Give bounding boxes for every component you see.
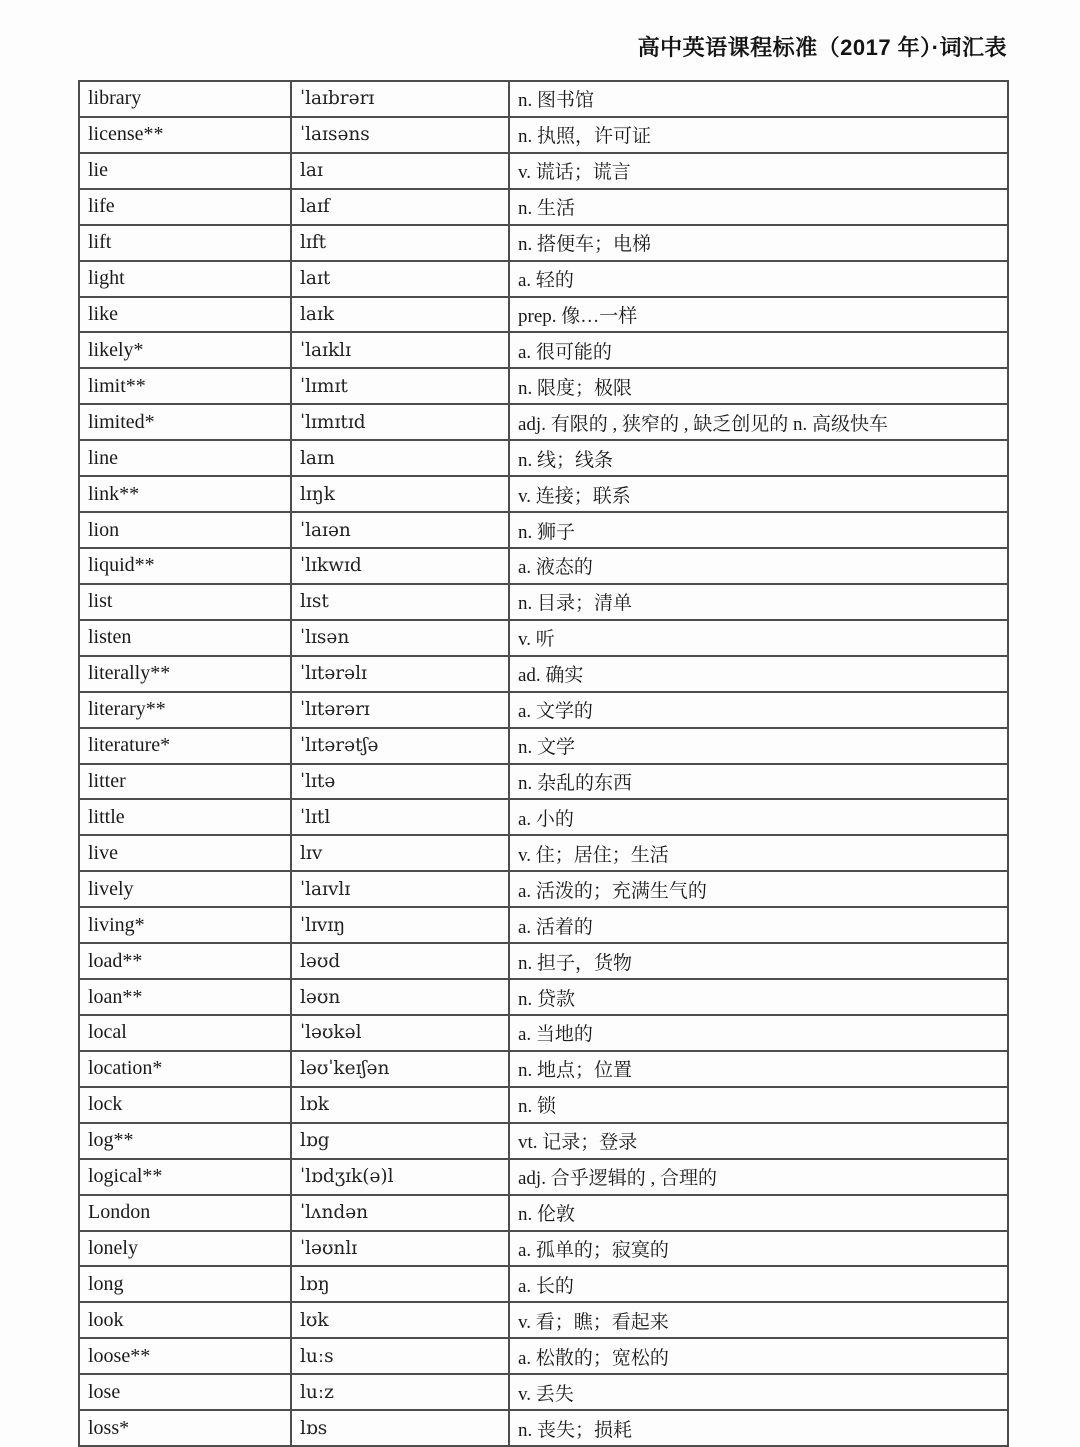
table-row bbox=[79, 1123, 1008, 1159]
ipa-cell: lɪst bbox=[291, 584, 509, 620]
ipa-cell: laɪ bbox=[291, 153, 509, 189]
ipa-cell: ˈlʌndən bbox=[291, 1195, 509, 1231]
ipa-cell: lɪŋk bbox=[291, 476, 509, 512]
page-title: 高中英语课程标准（2017 年）·词汇表 bbox=[637, 35, 1007, 60]
ipa-cell: lɒs bbox=[291, 1410, 509, 1446]
ipa-cell: ˈlaɪbrərɪ bbox=[291, 81, 509, 117]
table-row bbox=[79, 1231, 1008, 1267]
word-cell: light bbox=[79, 261, 291, 297]
ipa-cell: ˈlɪtərətʃə bbox=[291, 728, 509, 764]
word-cell: lose bbox=[79, 1374, 291, 1410]
word-cell: living* bbox=[79, 907, 291, 943]
table-row bbox=[79, 476, 1008, 512]
meaning-cell: a. 长的 bbox=[509, 1266, 1008, 1302]
meaning-cell: a. 轻的 bbox=[509, 261, 1008, 297]
table-row bbox=[79, 153, 1008, 189]
word-cell: line bbox=[79, 440, 291, 476]
table-row bbox=[79, 943, 1008, 979]
table-row bbox=[79, 368, 1008, 404]
meaning-cell: n. 线；线条 bbox=[509, 440, 1008, 476]
ipa-cell: ləʊˈkeɪʃən bbox=[291, 1051, 509, 1087]
word-cell: lock bbox=[79, 1087, 291, 1123]
ipa-cell: ˈlɪvɪŋ bbox=[291, 907, 509, 943]
word-cell: link** bbox=[79, 476, 291, 512]
meaning-cell: n. 文学 bbox=[509, 728, 1008, 764]
ipa-cell: ləʊd bbox=[291, 943, 509, 979]
word-cell: lie bbox=[79, 153, 291, 189]
meaning-cell: v. 听 bbox=[509, 620, 1008, 656]
meaning-cell: adj. 合乎逻辑的 , 合理的 bbox=[509, 1159, 1008, 1195]
meaning-cell: n. 执照，许可证 bbox=[509, 117, 1008, 153]
meaning-cell: n. 担子，货物 bbox=[509, 943, 1008, 979]
word-cell: logical** bbox=[79, 1159, 291, 1195]
meaning-cell: v. 丢失 bbox=[509, 1374, 1008, 1410]
meaning-cell: n. 锁 bbox=[509, 1087, 1008, 1123]
meaning-cell: adj. 有限的 , 狭窄的 , 缺乏创见的 n. 高级快车 bbox=[509, 404, 1008, 440]
table-row bbox=[79, 440, 1008, 476]
meaning-cell: n. 丧失；损耗 bbox=[509, 1410, 1008, 1446]
ipa-cell: ˈlɪtərəlɪ bbox=[291, 656, 509, 692]
table-row bbox=[79, 1410, 1008, 1446]
word-cell: load** bbox=[79, 943, 291, 979]
ipa-cell: ˈlaɪvlɪ bbox=[291, 871, 509, 907]
table-row bbox=[79, 1195, 1008, 1231]
meaning-cell: v. 住；居住；生活 bbox=[509, 835, 1008, 871]
word-cell: literature* bbox=[79, 728, 291, 764]
ipa-cell: ˈlɪtl bbox=[291, 799, 509, 835]
word-cell: life bbox=[79, 189, 291, 225]
ipa-cell: lɒŋ bbox=[291, 1266, 509, 1302]
table-row bbox=[79, 620, 1008, 656]
table-row bbox=[79, 1087, 1008, 1123]
word-cell: log** bbox=[79, 1123, 291, 1159]
word-cell: loss* bbox=[79, 1410, 291, 1446]
meaning-cell: a. 孤单的；寂寞的 bbox=[509, 1231, 1008, 1267]
meaning-cell: a. 液态的 bbox=[509, 548, 1008, 584]
ipa-cell: lɒg bbox=[291, 1123, 509, 1159]
word-cell: live bbox=[79, 835, 291, 871]
ipa-cell: laɪn bbox=[291, 440, 509, 476]
table-row bbox=[79, 548, 1008, 584]
meaning-cell: n. 搭便车；电梯 bbox=[509, 225, 1008, 261]
word-cell: liquid** bbox=[79, 548, 291, 584]
ipa-cell: luːs bbox=[291, 1338, 509, 1374]
word-cell: loose** bbox=[79, 1338, 291, 1374]
ipa-cell: ləʊn bbox=[291, 979, 509, 1015]
table-row bbox=[79, 512, 1008, 548]
ipa-cell: ˈlɒdʒɪk(ə)l bbox=[291, 1159, 509, 1195]
meaning-cell: n. 图书馆 bbox=[509, 81, 1008, 117]
word-cell: limited* bbox=[79, 404, 291, 440]
word-cell: loan** bbox=[79, 979, 291, 1015]
ipa-cell: luːz bbox=[291, 1374, 509, 1410]
word-cell: litter bbox=[79, 764, 291, 800]
table-row bbox=[79, 907, 1008, 943]
ipa-cell: ˈlɪsən bbox=[291, 620, 509, 656]
table-row bbox=[79, 1051, 1008, 1087]
word-cell: like bbox=[79, 297, 291, 333]
ipa-cell: ˈlɪtə bbox=[291, 764, 509, 800]
meaning-cell: a. 活泼的；充满生气的 bbox=[509, 871, 1008, 907]
ipa-cell: laɪk bbox=[291, 297, 509, 333]
table-row bbox=[79, 584, 1008, 620]
word-cell: literary** bbox=[79, 692, 291, 728]
meaning-cell: n. 地点；位置 bbox=[509, 1051, 1008, 1087]
word-cell: license** bbox=[79, 117, 291, 153]
table-row bbox=[79, 871, 1008, 907]
meaning-cell: vt. 记录；登录 bbox=[509, 1123, 1008, 1159]
word-cell: lion bbox=[79, 512, 291, 548]
table-row bbox=[79, 692, 1008, 728]
word-cell: listen bbox=[79, 620, 291, 656]
vocab-table-body bbox=[79, 81, 1008, 1446]
meaning-cell: n. 限度；极限 bbox=[509, 368, 1008, 404]
table-row bbox=[79, 332, 1008, 368]
word-cell: lonely bbox=[79, 1231, 291, 1267]
table-row bbox=[79, 225, 1008, 261]
meaning-cell: n. 伦敦 bbox=[509, 1195, 1008, 1231]
ipa-cell: ˈlaɪən bbox=[291, 512, 509, 548]
table-row bbox=[79, 1266, 1008, 1302]
word-cell: literally** bbox=[79, 656, 291, 692]
ipa-cell: ˈlɪmɪt bbox=[291, 368, 509, 404]
ipa-cell: ˈləʊkəl bbox=[291, 1015, 509, 1051]
ipa-cell: ˈlaɪklɪ bbox=[291, 332, 509, 368]
meaning-cell: n. 目录；清单 bbox=[509, 584, 1008, 620]
page-header bbox=[638, 31, 1007, 62]
word-cell: list bbox=[79, 584, 291, 620]
word-cell: lift bbox=[79, 225, 291, 261]
meaning-cell: ad. 确实 bbox=[509, 656, 1008, 692]
table-row bbox=[79, 728, 1008, 764]
meaning-cell: a. 当地的 bbox=[509, 1015, 1008, 1051]
ipa-cell: ˈlaɪsəns bbox=[291, 117, 509, 153]
table-row bbox=[79, 404, 1008, 440]
ipa-cell: lɪft bbox=[291, 225, 509, 261]
table-row bbox=[79, 189, 1008, 225]
meaning-cell: a. 松散的；宽松的 bbox=[509, 1338, 1008, 1374]
ipa-cell: ˈləʊnlɪ bbox=[291, 1231, 509, 1267]
ipa-cell: lɪv bbox=[291, 835, 509, 871]
table-row bbox=[79, 297, 1008, 333]
table-row bbox=[79, 1302, 1008, 1338]
ipa-cell: lɒk bbox=[291, 1087, 509, 1123]
ipa-cell: laɪf bbox=[291, 189, 509, 225]
meaning-cell: n. 贷款 bbox=[509, 979, 1008, 1015]
vocab-table bbox=[78, 80, 1009, 1447]
word-cell: London bbox=[79, 1195, 291, 1231]
meaning-cell: n. 杂乱的东西 bbox=[509, 764, 1008, 800]
word-cell: look bbox=[79, 1302, 291, 1338]
table-row bbox=[79, 764, 1008, 800]
ipa-cell: ˈlɪmɪtɪd bbox=[291, 404, 509, 440]
table-row bbox=[79, 1374, 1008, 1410]
meaning-cell: v. 连接；联系 bbox=[509, 476, 1008, 512]
meaning-cell: v. 谎话；谎言 bbox=[509, 153, 1008, 189]
table-row bbox=[79, 117, 1008, 153]
meaning-cell: n. 生活 bbox=[509, 189, 1008, 225]
table-row bbox=[79, 1159, 1008, 1195]
table-row bbox=[79, 979, 1008, 1015]
ipa-cell: ˈlɪtərərɪ bbox=[291, 692, 509, 728]
table-row bbox=[79, 1015, 1008, 1051]
table-row bbox=[79, 656, 1008, 692]
ipa-cell: ˈlɪkwɪd bbox=[291, 548, 509, 584]
word-cell: little bbox=[79, 799, 291, 835]
meaning-cell: prep. 像…一样 bbox=[509, 297, 1008, 333]
meaning-cell: n. 狮子 bbox=[509, 512, 1008, 548]
word-cell: likely* bbox=[79, 332, 291, 368]
meaning-cell: a. 很可能的 bbox=[509, 332, 1008, 368]
table-row bbox=[79, 261, 1008, 297]
meaning-cell: a. 小的 bbox=[509, 799, 1008, 835]
ipa-cell: lʊk bbox=[291, 1302, 509, 1338]
word-cell: local bbox=[79, 1015, 291, 1051]
table-row bbox=[79, 81, 1008, 117]
word-cell: limit** bbox=[79, 368, 291, 404]
table-row bbox=[79, 1338, 1008, 1374]
ipa-cell: laɪt bbox=[291, 261, 509, 297]
word-cell: lively bbox=[79, 871, 291, 907]
table-row bbox=[79, 799, 1008, 835]
meaning-cell: a. 活着的 bbox=[509, 907, 1008, 943]
word-cell: library bbox=[79, 81, 291, 117]
table-row bbox=[79, 835, 1008, 871]
meaning-cell: v. 看；瞧；看起来 bbox=[509, 1302, 1008, 1338]
meaning-cell: a. 文学的 bbox=[509, 692, 1008, 728]
word-cell: long bbox=[79, 1266, 291, 1302]
word-cell: location* bbox=[79, 1051, 291, 1087]
